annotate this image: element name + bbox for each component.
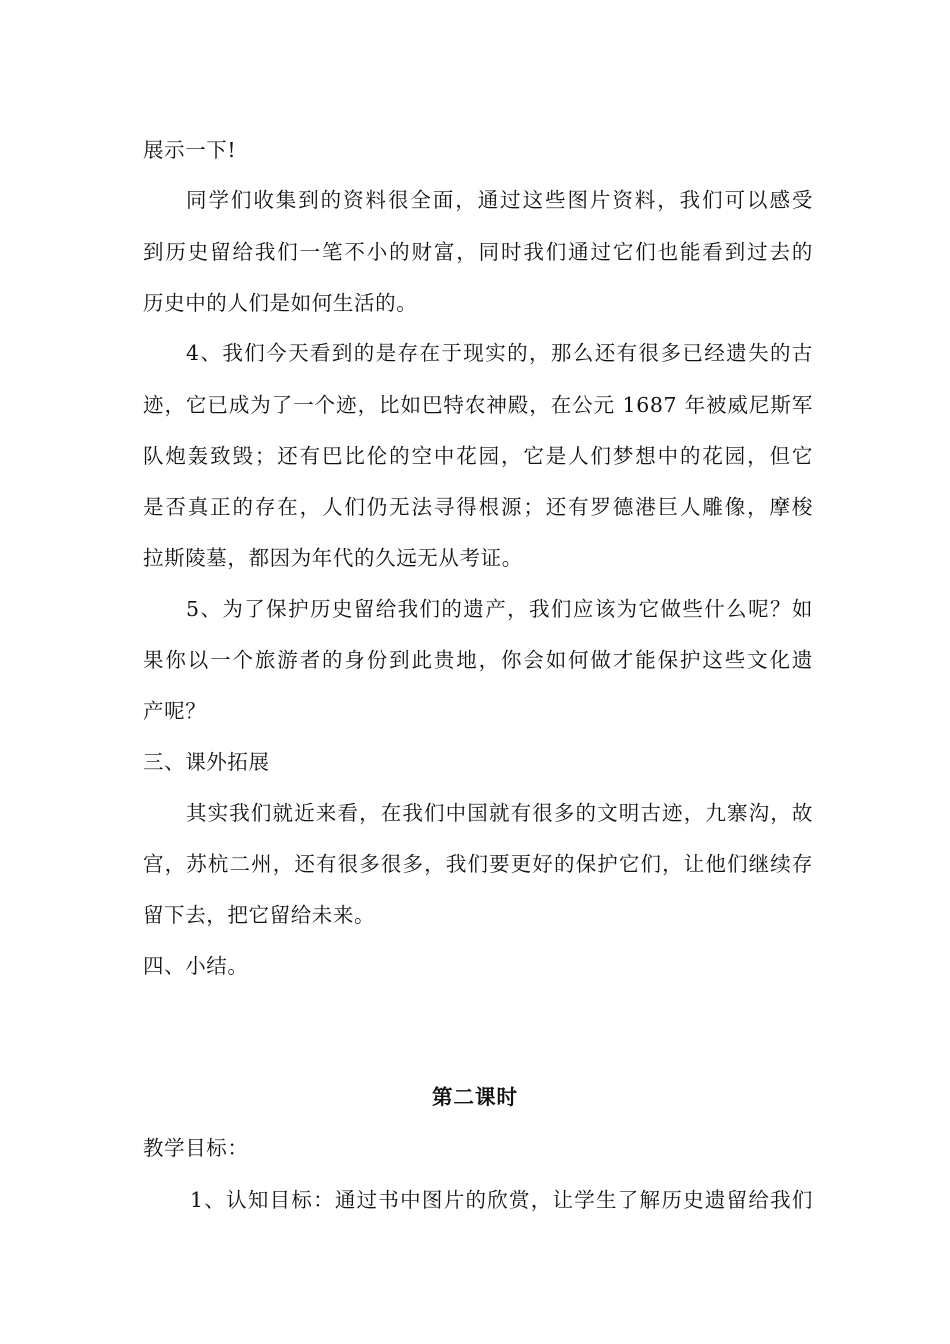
section-3-heading: 三、课外拓展: [143, 750, 270, 774]
goal-1-line: 1、认知目标：通过书中图片的欣赏，让学生了解历史遗留给我们: [190, 1188, 813, 1212]
paragraph-4-line: 迹，它已成为了一个迹，比如巴特农神殿，在公元 1687 年被威尼斯军: [143, 393, 813, 417]
paragraph-4-line: 拉斯陵墓，都因为年代的久远无从考证。: [143, 546, 523, 570]
paragraph-4-line: 是否真正的存在，人们仍无法寻得根源；还有罗德港巨人雕像，摩梭: [143, 495, 813, 519]
paragraph-5-line: 产呢？: [143, 699, 207, 723]
paragraph-line: 历史中的人们是如何生活的。: [143, 291, 418, 315]
paragraph-line: 同学们收集到的资料很全面，通过这些图片资料，我们可以感受: [186, 188, 813, 212]
section-4-heading: 四、小结。: [143, 954, 249, 978]
paragraph-line: 到历史留给我们一笔不小的财富，同时我们通过它们也能看到过去的: [143, 240, 813, 264]
lesson-2-title: 第二课时: [432, 1085, 518, 1109]
paragraph-4-line: 4、我们今天看到的是存在于现实的，那么还有很多已经遗失的古: [186, 341, 813, 365]
teaching-goals-label: 教学目标：: [143, 1136, 249, 1160]
paragraph-5-line: 果你以一个旅游者的身份到此贵地，你会如何做才能保护这些文化遗: [143, 648, 813, 672]
extension-paragraph-line: 留下去，把它留给未来。: [143, 903, 376, 927]
extension-paragraph-line: 其实我们就近来看，在我们中国就有很多的文明古迹，九寨沟，故: [186, 801, 813, 825]
paragraph-5-line: 5、为了保护历史留给我们的遗产，我们应该为它做些什么呢？如: [186, 597, 813, 621]
paragraph-4-line: 队炮轰致毁；还有巴比伦的空中花园，它是人们梦想中的花园，但它: [143, 444, 813, 468]
extension-paragraph-line: 宫，苏杭二州，还有很多很多，我们要更好的保护它们，让他们继续存: [143, 852, 813, 876]
intro-closing-line: 展示一下!: [143, 138, 237, 162]
